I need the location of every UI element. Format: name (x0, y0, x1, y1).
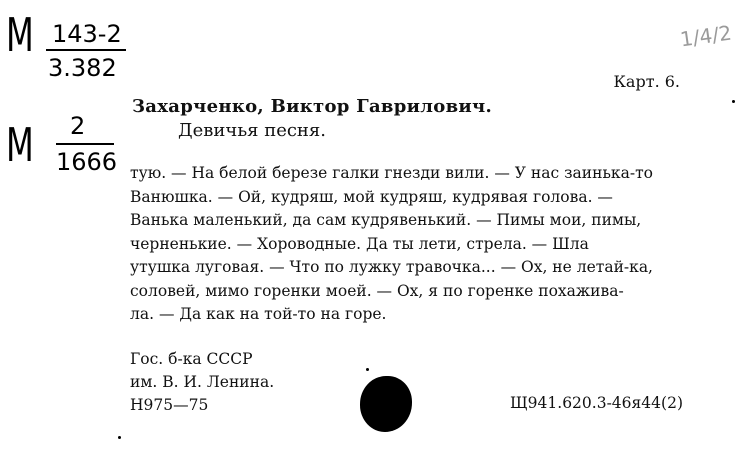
library-stamp (130, 348, 274, 417)
body-line: черненькие. — Хороводные. Да ты лети, стрела. — Шла (130, 234, 589, 253)
body-line: утушка луговая. — Что по лужку травочка... — Ох, не летай-ка, (130, 258, 653, 276)
body-line: ла. — Да как на той-то на горе. (130, 305, 387, 323)
body-line: тую. — На белой березе галки гнезди вили. — У нас заинька-то (130, 164, 653, 182)
fraction-line-2 (56, 143, 114, 145)
song-list-text (130, 162, 690, 327)
handwritten-shelf-letter-2: М (6, 118, 34, 172)
library-name: Гос. б-ка СССР (130, 350, 253, 368)
library-order-number: Н975—75 (130, 396, 209, 414)
body-line: Ванюшка. — Ой, кудряш, мой кудряш, кудрявая голова. — (130, 187, 613, 206)
handwritten-shelf-number-1-bottom: 3.382 (48, 54, 117, 82)
handwritten-shelf-number-2-top: 2 (70, 112, 86, 140)
fraction-line-1 (46, 49, 126, 51)
handwritten-shelf-letter-1: М (6, 8, 34, 62)
speck (118, 436, 121, 439)
speck (732, 100, 735, 103)
faint-corner-note: 1/4/2 (678, 20, 734, 52)
song-title: Девичья песня. (178, 120, 326, 141)
author-name: Захарченко, Виктор Гаврилович. (132, 96, 493, 117)
body-line: Ванька маленький, да сам кудрявенький. — Пимы мои, пимы, (130, 211, 642, 229)
library-named-after: им. В. И. Ленина. (130, 373, 275, 391)
handwritten-shelf-number-2-bottom: 1666 (56, 148, 118, 176)
handwritten-shelf-number-1-top: 143-2 (52, 20, 122, 48)
classification-shelfmark: Щ941.620.3-46я44(2) (510, 394, 683, 412)
body-line: соловей, мимо горенки моей. — Ох, я по горенке похажива- (130, 281, 624, 300)
card-number: Карт. 6. (613, 72, 680, 91)
speck (366, 368, 369, 371)
punch-hole (360, 376, 412, 432)
